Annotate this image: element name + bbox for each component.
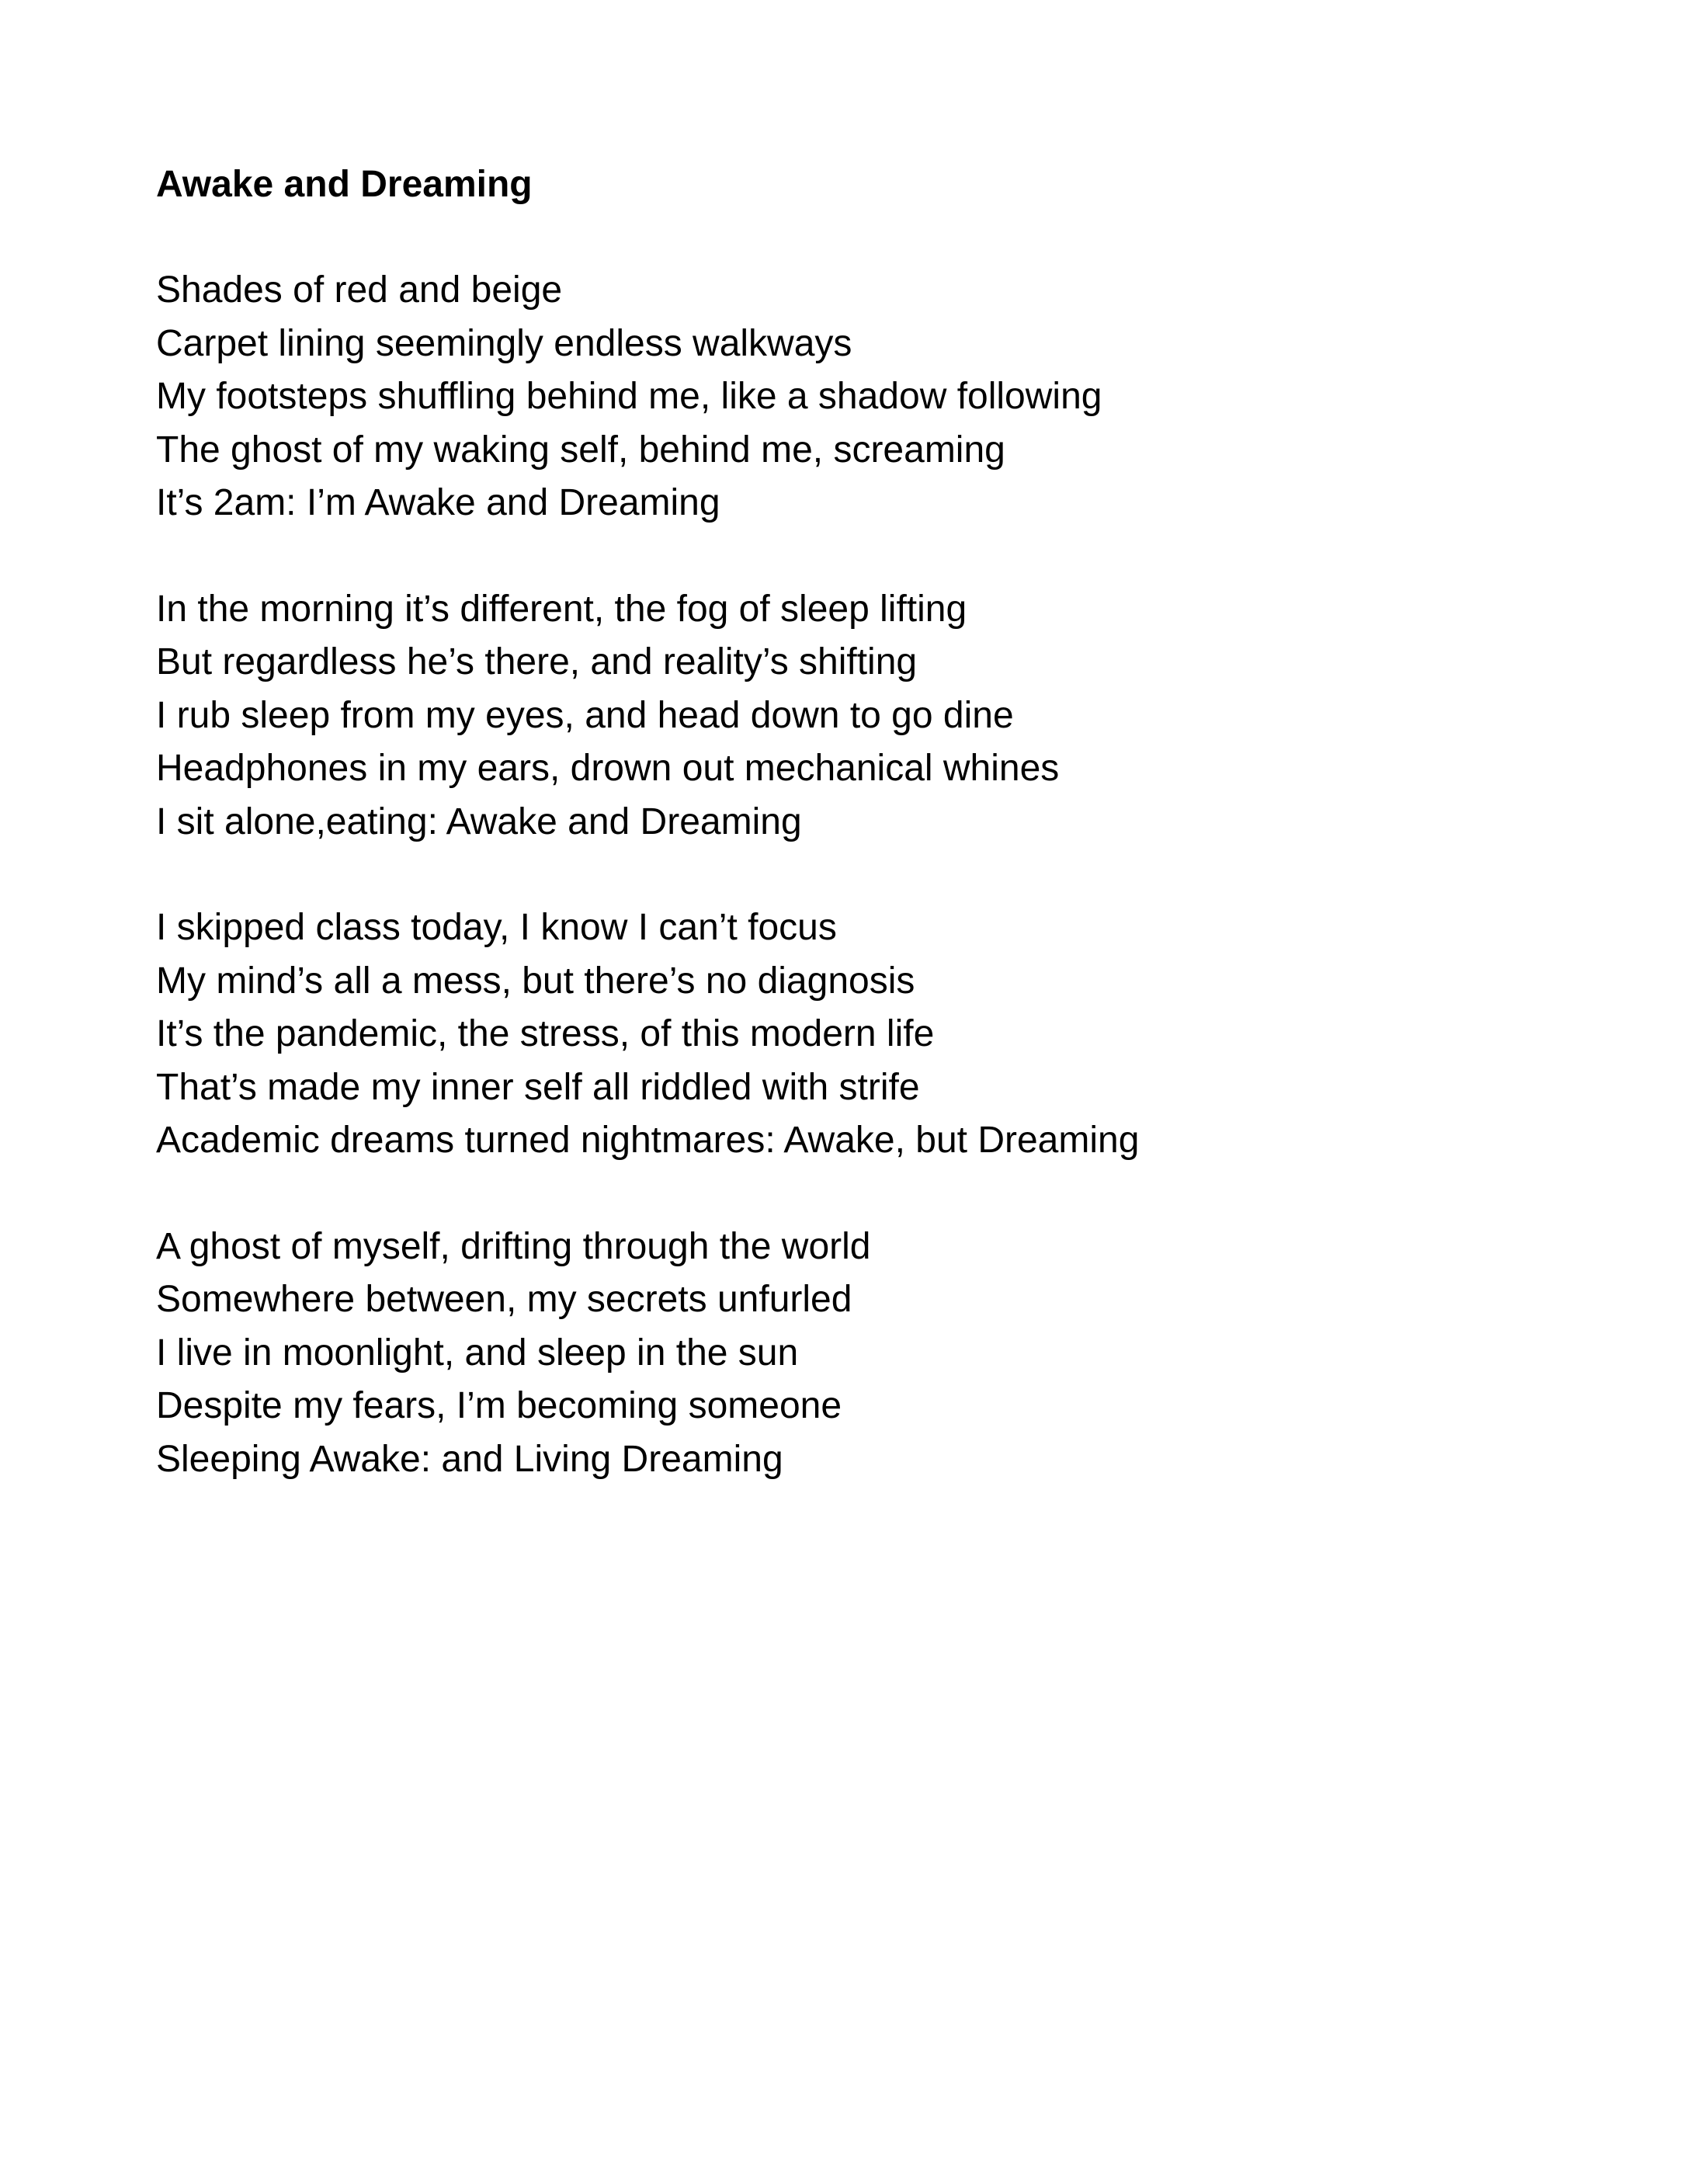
poem-line: My mind’s all a mess, but there’s no diagnosis: [156, 960, 915, 1002]
poem-line: Shades of red and beige: [156, 269, 563, 311]
poem-line: I live in moonlight, and sleep in the sun: [156, 1332, 799, 1374]
poem-line: I sit alone,eating: Awake and Dreaming: [156, 800, 802, 842]
poem-line: I rub sleep from my eyes, and head down to go dine: [156, 694, 1014, 736]
poem-line: Headphones in my ears, drown out mechanical whines: [156, 748, 1060, 789]
poem-line: That’s made my inner self all riddled with strife: [156, 1066, 920, 1108]
poem-line: In the morning it’s different, the fog of sleep lifting: [156, 588, 967, 630]
poem-line: My footsteps shuffling behind me, like a shadow following: [156, 376, 1102, 417]
stanza-1: [156, 264, 1592, 530]
poem-line: Despite my fears, I’m becoming someone: [156, 1385, 842, 1426]
stanza-2: [156, 583, 1592, 849]
poem-line: Carpet lining seemingly endless walkways: [156, 322, 852, 364]
poem: [156, 158, 1592, 1486]
stanza-4: [156, 1221, 1592, 1487]
poem-line: It’s 2am: I’m Awake and Dreaming: [156, 482, 720, 523]
poem-line: It’s the pandemic, the stress, of this modern life: [156, 1013, 935, 1054]
poem-line: Academic dreams turned nightmares: Awake, but Dreaming: [156, 1120, 1140, 1161]
poem-line: The ghost of my waking self, behind me, screaming: [156, 429, 1005, 471]
stanza-3: [156, 901, 1592, 1168]
poem-line: I skipped class today, I know I can’t focus: [156, 907, 837, 948]
poem-line: Somewhere between, my secrets unfurled: [156, 1279, 852, 1320]
poem-line: Sleeping Awake: and Living Dreaming: [156, 1438, 783, 1480]
poem-title: Awake and Dreaming: [156, 164, 533, 205]
poem-line: But regardless he’s there, and reality’s shifting: [156, 641, 918, 682]
poem-line: A ghost of myself, drifting through the world: [156, 1225, 871, 1267]
